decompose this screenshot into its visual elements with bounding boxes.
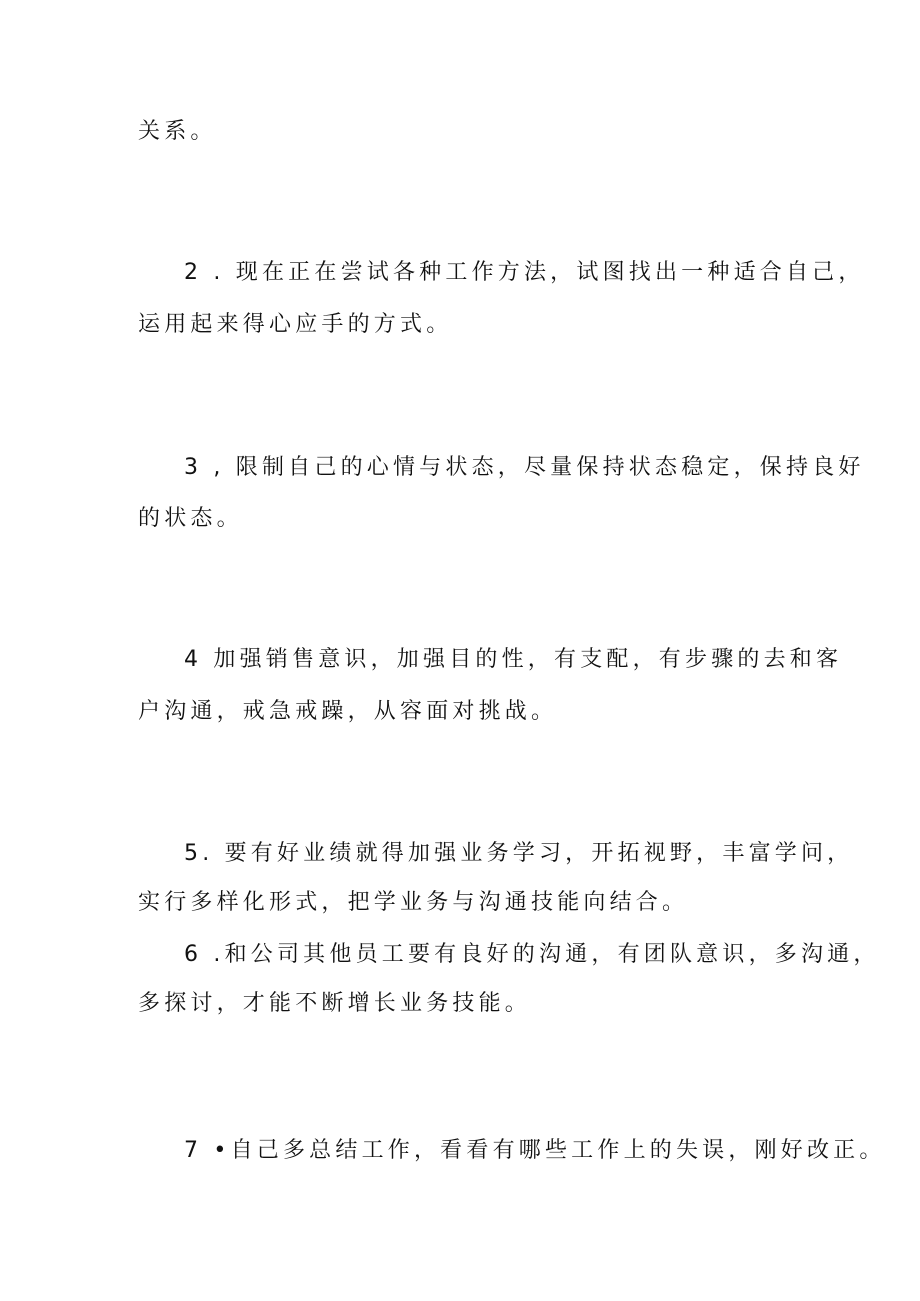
paragraph-line: 的状态。	[138, 506, 243, 531]
paragraph-line: 4 加强销售意识，加强目的性，有支配，有步骤的去和客	[184, 647, 843, 672]
paragraph-line: 2 . 现在正在尝试各种工作方法，试图找出一种适合自己，	[184, 260, 865, 285]
paragraph-line: 关系。	[138, 119, 217, 144]
paragraph-line: 7 •自己多总结工作，看看有哪些工作上的失误，刚好改正。	[184, 1138, 886, 1163]
paragraph-line: 实行多样化形式，把学业务与沟通技能向结合。	[138, 890, 689, 915]
paragraph-line: 5. 要有好业绩就得加强业务学习，开拓视野，丰富学问，	[184, 841, 854, 866]
paragraph-line: 6 .和公司其他员工要有良好的沟通，有团队意识，多沟通，	[184, 942, 880, 967]
paragraph-line: 多探讨，才能不断增长业务技能。	[138, 991, 532, 1016]
paragraph-line: 3 , 限制自己的心情与状态，尽量保持状态稳定，保持良好	[184, 455, 865, 480]
paragraph-line: 户沟通，戒急戒躁，从容面对挑战。	[138, 699, 558, 724]
paragraph-line: 运用起来得心应手的方式。	[138, 312, 453, 337]
